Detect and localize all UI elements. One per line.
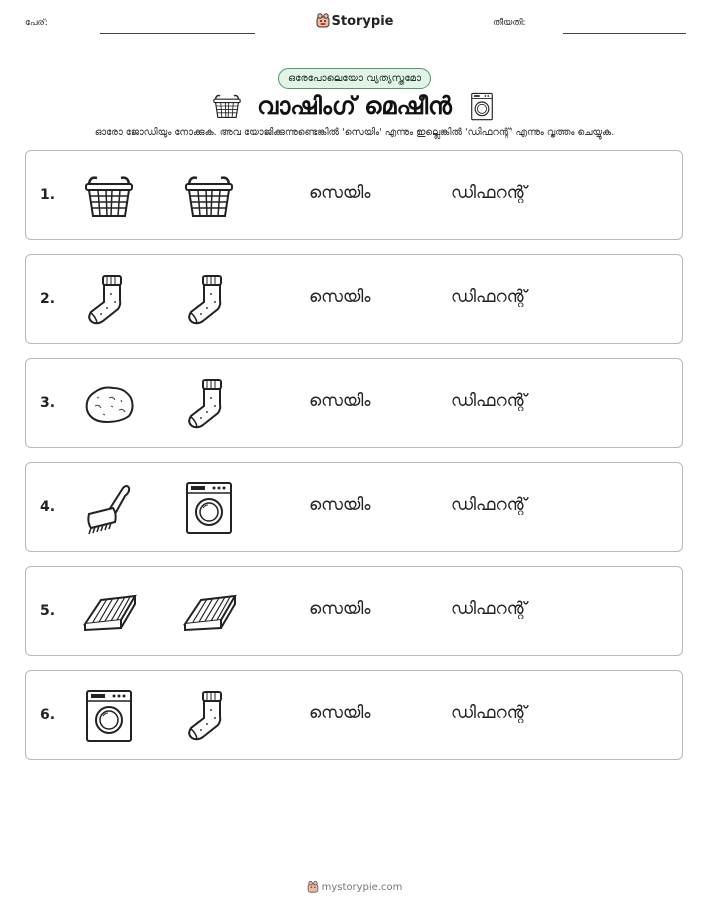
different-option[interactable]: ഡിഫറന്റ് xyxy=(451,599,527,619)
question-number: 2. xyxy=(40,291,56,307)
storypie-logo-icon xyxy=(316,12,330,28)
same-option[interactable]: സെയിം xyxy=(309,391,371,411)
laundry-basket-icon xyxy=(181,168,237,224)
footer xyxy=(0,880,709,893)
same-option[interactable]: സെയിം xyxy=(309,287,371,307)
sock-icon xyxy=(181,272,237,328)
question-row xyxy=(25,670,683,760)
laundry-basket-icon xyxy=(81,168,137,224)
different-option[interactable]: ഡിഫറന്റ് xyxy=(451,183,527,203)
question-number: 4. xyxy=(40,499,56,515)
laundry-basket-icon xyxy=(211,90,243,122)
question-row xyxy=(25,254,683,344)
page-title: വാഷിംഗ് മെഷീൻ xyxy=(257,92,452,120)
same-option[interactable]: സെയിം xyxy=(309,703,371,723)
brand xyxy=(0,12,709,29)
brand-name: Storypie xyxy=(331,14,394,29)
same-option[interactable]: സെയിം xyxy=(309,495,371,515)
washing-machine-icon xyxy=(81,688,137,744)
question-number: 3. xyxy=(40,395,56,411)
same-option[interactable]: സെയിം xyxy=(309,599,371,619)
name-label: പേര്: xyxy=(25,18,48,28)
sock-icon xyxy=(81,272,137,328)
instructions: ഓരോ ജോഡിയും നോക്കുക. അവ യോജിക്കുന്നുണ്ടെങ്കിൽ 'സെയിം' എന്നും ഇല്ലെങ്കിൽ 'ഡിഫറന്റ്' എന്നും വൃത്തം ചെയ്യുക. xyxy=(94,127,615,138)
question-number: 1. xyxy=(40,187,56,203)
sponge-icon xyxy=(81,376,137,432)
folded-towel-icon xyxy=(181,584,237,640)
question-number: 5. xyxy=(40,603,56,619)
washing-machine-icon xyxy=(466,90,498,122)
different-option[interactable]: ഡിഫറന്റ് xyxy=(451,703,527,723)
scrub-brush-icon xyxy=(81,480,137,536)
question-row xyxy=(25,566,683,656)
folded-towel-icon xyxy=(81,584,137,640)
different-option[interactable]: ഡിഫറന്റ് xyxy=(451,287,527,307)
activity-badge xyxy=(0,66,709,89)
different-option[interactable]: ഡിഫറന്റ് xyxy=(451,495,527,515)
different-option[interactable]: ഡിഫറന്റ് xyxy=(451,391,527,411)
storypie-logo-icon xyxy=(307,880,319,893)
badge-text: ഒരേപോലെയോ വ്യത്യസ്തമോ xyxy=(278,68,431,89)
question-row xyxy=(25,358,683,448)
title-row xyxy=(0,88,709,124)
washing-machine-icon xyxy=(181,480,237,536)
same-option[interactable]: സെയിം xyxy=(309,183,371,203)
date-label: തീയതി: xyxy=(493,18,526,28)
sock-icon xyxy=(181,688,237,744)
footer-url[interactable]: mystorypie.com xyxy=(321,882,403,893)
name-field-line[interactable] xyxy=(100,33,255,34)
sock-icon xyxy=(181,376,237,432)
question-row xyxy=(25,150,683,240)
question-row xyxy=(25,462,683,552)
question-number: 6. xyxy=(40,707,56,723)
date-field-line[interactable] xyxy=(563,33,686,34)
